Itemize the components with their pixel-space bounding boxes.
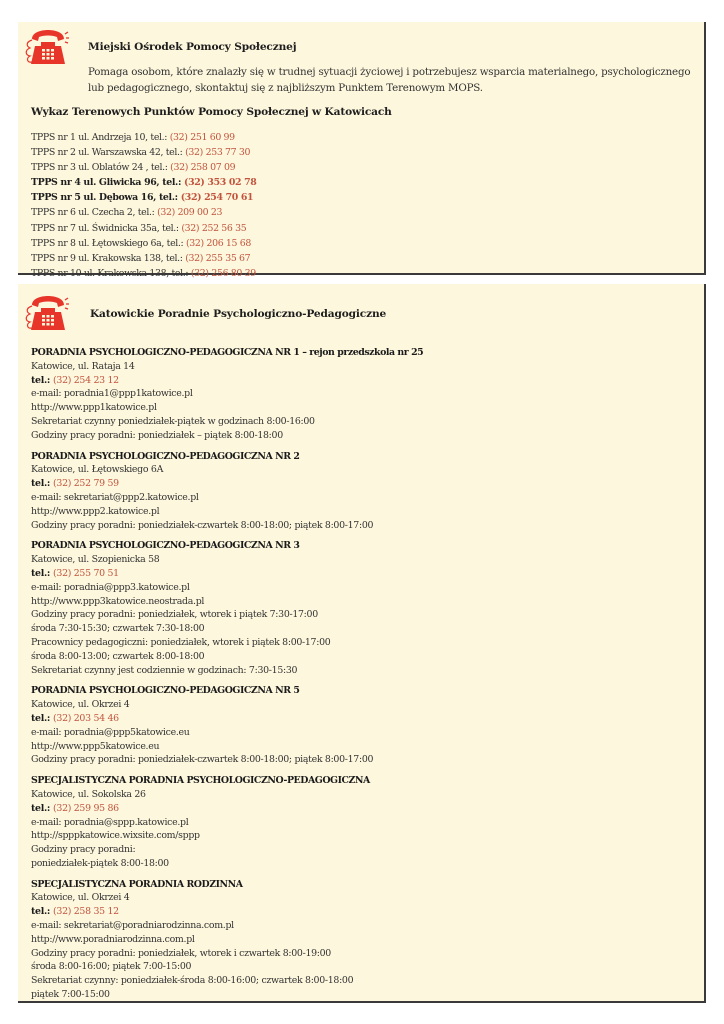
clinic-website: http://www.ppp3katowice.neostrada.pl — [31, 595, 205, 607]
tpps-phone: (32) 258 07 09 — [170, 162, 236, 174]
clinic-hours: środa 8:00-13:00; czwartek 8:00-18:00 — [31, 650, 205, 662]
clinic-address: Katowice, ul. Łętowskiego 6A — [31, 464, 164, 476]
mops-info-box — [18, 22, 706, 279]
tel-label: tel.: — [31, 712, 54, 724]
tpps-phone: (32) 254 70 61 — [180, 192, 254, 204]
clinic-hours: poniedziałek-piątek 8:00-18:00 — [31, 857, 169, 869]
tpps-phone: (32) 353 02 78 — [184, 177, 257, 189]
clinic-hours: Godziny pracy poradni: poniedziałek, wtorek i czwartek 8:00-19:00 — [31, 947, 331, 959]
clinic-email: e-mail: poradnia1@ppp1katowice.pl — [31, 388, 193, 400]
clinic-email: e-mail: poradnia@sppp.katowice.pl — [31, 816, 189, 828]
tpps-label: TPPS nr 3 ul. Oblatów 24 , tel.: — [31, 162, 171, 174]
clinic-hours: Sekretariat czynny: poniedziałek-środa 8:00-16:00; czwartek 8:00-18:00 — [31, 975, 354, 987]
clinic-entry — [31, 774, 691, 871]
clinic-phone-row — [31, 905, 691, 919]
clinic-hours: Godziny pracy poradni: poniedziałek – piątek 8:00-18:00 — [31, 429, 283, 441]
clinic-phone: (32) 203 54 46 — [53, 712, 119, 724]
clinic-hours: środa 8:00-16:00; piątek 7:00-15:00 — [31, 961, 192, 973]
clinic-hours: Sekretariat czynny poniedziałek-piątek w godzinach 8:00-16:00 — [31, 415, 315, 427]
mops-intro — [88, 64, 698, 96]
clinic-hours: Godziny pracy poradni: poniedziałek, wtorek i piątek 7:30-17:00 — [31, 609, 318, 621]
tpps-phone: (32) 209 00 23 — [157, 207, 223, 219]
clinic-phone: (32) 258 35 12 — [53, 906, 119, 918]
tpps-item — [31, 266, 256, 281]
ppp-info-box — [18, 284, 706, 1003]
telephone-icon — [24, 28, 70, 68]
clinic-name: SPECJALISTYCZNA PORADNIA RODZINNA — [31, 878, 243, 890]
clinic-email: e-mail: poradnia@ppp5katowice.eu — [31, 726, 190, 738]
tel-label: tel.: — [31, 567, 54, 579]
tpps-item — [31, 221, 256, 236]
clinic-address: Katowice, ul. Okrzei 4 — [31, 699, 130, 711]
tpps-phone: (32) 256 80 39 — [190, 267, 256, 279]
tel-label: tel.: — [31, 374, 54, 386]
tpps-label: TPPS nr 7 ul. Świdnicka 35a, tel.: — [31, 222, 182, 234]
clinic-address: Katowice, ul. Szopienicka 58 — [31, 554, 160, 566]
clinic-website: http://www.ppp5katowice.eu — [31, 740, 160, 752]
clinic-info-line: Sekretariat czynny jest codziennie w godzinach: 7:30-15:30 — [31, 664, 298, 676]
clinic-hours: Godziny pracy poradni: poniedziałek-czwartek 8:00-18:00; piątek 8:00-17:00 — [31, 754, 374, 766]
tel-label: tel.: — [31, 478, 54, 490]
tpps-phone: (32) 206 15 68 — [185, 237, 252, 249]
clinic-website: http://www.ppp1katowice.pl — [31, 402, 157, 414]
mops-title: Miejski Ośrodek Pomocy Społecznej — [88, 41, 297, 53]
tel-label: tel.: — [31, 906, 54, 918]
clinic-name: SPECJALISTYCZNA PORADNIA PSYCHOLOGICZNO-PEDAGOGICZNA — [31, 775, 370, 787]
clinic-address: Katowice, ul. Rataja 14 — [31, 360, 135, 372]
clinic-entry — [31, 684, 691, 767]
tpps-phone: (32) 255 35 67 — [185, 252, 251, 264]
clinic-hours: Godziny pracy poradni: — [31, 844, 136, 856]
clinic-hours: Godziny pracy poradni: poniedziałek-czwartek 8:00-18:00; piątek 8:00-17:00 — [31, 519, 374, 531]
clinic-name: PORADNIA PSYCHOLOGICZNO-PEDAGOGICZNA NR 1 – rejon przedszkola nr 25 — [31, 347, 424, 358]
clinic-hours: środa 7:30-15:30; czwartek 7:30-18:00 — [31, 623, 205, 635]
clinic-name: PORADNIA PSYCHOLOGICZNO-PEDAGOGICZNA NR 2 — [31, 450, 300, 462]
tpps-item — [31, 205, 256, 220]
clinic-phone: (32) 252 79 59 — [53, 478, 119, 490]
tpps-item — [31, 251, 256, 266]
clinic-phone: (32) 255 70 51 — [53, 567, 119, 579]
tpps-label: TPPS nr 10 ul. Krakowska 138, tel.: — [31, 267, 191, 279]
clinic-phone: (32) 254 23 12 — [53, 374, 119, 386]
tpps-list-title: Wykaz Terenowych Punktów Pomocy Społecznej w Katowicach — [31, 106, 392, 118]
clinic-phone-row — [31, 374, 691, 388]
clinic-website: http://www.poradniarodzinna.com.pl — [31, 933, 195, 945]
tpps-label: TPPS nr 6 ul. Czecha 2, tel.: — [31, 207, 158, 219]
tpps-label: TPPS nr 9 ul. Krakowska 138, tel.: — [31, 252, 186, 264]
mops-intro-line: lub pedagogicznego, skontaktuj się z najbliższym Punktem Terenowym MOPS. — [88, 82, 483, 94]
clinic-phone-row — [31, 802, 691, 816]
tpps-label: TPPS nr 5 ul. Dębowa 16, tel.: — [31, 192, 181, 204]
clinic-entry — [31, 450, 691, 533]
clinic-website: http://spppkatowice.wixsite.com/sppp — [31, 830, 200, 842]
clinic-list — [31, 346, 691, 1009]
clinic-phone-row — [31, 477, 691, 491]
tpps-label: TPPS nr 2 ul. Warszawska 42, tel.: — [31, 147, 186, 159]
mops-intro-line: Pomaga osobom, które znalazły się w trudnej sytuacji życiowej i potrzebujesz wsparcia materialnego, psychologicznego — [88, 66, 691, 78]
tpps-item — [31, 236, 256, 251]
tpps-phone: (32) 252 56 35 — [181, 222, 247, 234]
ppp-title: Katowickie Poradnie Psychologiczno-Pedagogiczne — [90, 308, 387, 320]
clinic-email: e-mail: poradnia@ppp3.katowice.pl — [31, 581, 190, 593]
clinic-address: Katowice, ul. Sokolska 26 — [31, 788, 146, 800]
tpps-label: TPPS nr 8 ul. Łętowskiego 6a, tel.: — [31, 237, 186, 249]
tpps-list — [31, 130, 256, 281]
clinic-website: http://www.ppp2.katowice.pl — [31, 505, 160, 517]
clinic-address: Katowice, ul. Okrzei 4 — [31, 892, 130, 904]
telephone-icon — [24, 294, 70, 334]
tpps-label: TPPS nr 1 ul. Andrzeja 10, tel.: — [31, 132, 170, 143]
tpps-item — [31, 175, 256, 190]
tpps-item — [31, 190, 256, 205]
clinic-phone: (32) 259 95 86 — [53, 802, 119, 814]
clinic-entry — [31, 539, 691, 677]
clinic-entry — [31, 878, 691, 1002]
clinic-name: PORADNIA PSYCHOLOGICZNO-PEDAGOGICZNA NR 5 — [31, 685, 300, 697]
clinic-name: PORADNIA PSYCHOLOGICZNO-PEDAGOGICZNA NR 3 — [31, 540, 300, 552]
tel-label: tel.: — [31, 802, 54, 814]
clinic-hours: piątek 7:00-15:00 — [31, 989, 110, 1001]
tpps-label: TPPS nr 4 ul. Gliwicka 96, tel.: — [31, 177, 184, 189]
clinic-email: e-mail: sekretariat@ppp2.katowice.pl — [31, 491, 199, 503]
clinic-entry — [31, 346, 691, 443]
clinic-hours: Pracownicy pedagogiczni: poniedziałek, wtorek i piątek 8:00-17:00 — [31, 636, 331, 648]
tpps-phone: (32) 251 60 99 — [169, 132, 235, 143]
clinic-email: e-mail: sekretariat@poradniarodzinna.com.pl — [31, 920, 234, 932]
tpps-item — [31, 130, 256, 145]
tpps-item — [31, 160, 256, 175]
tpps-phone: (32) 253 77 30 — [185, 147, 251, 159]
clinic-phone-row — [31, 712, 691, 726]
tpps-item — [31, 145, 256, 160]
clinic-phone-row — [31, 567, 691, 581]
